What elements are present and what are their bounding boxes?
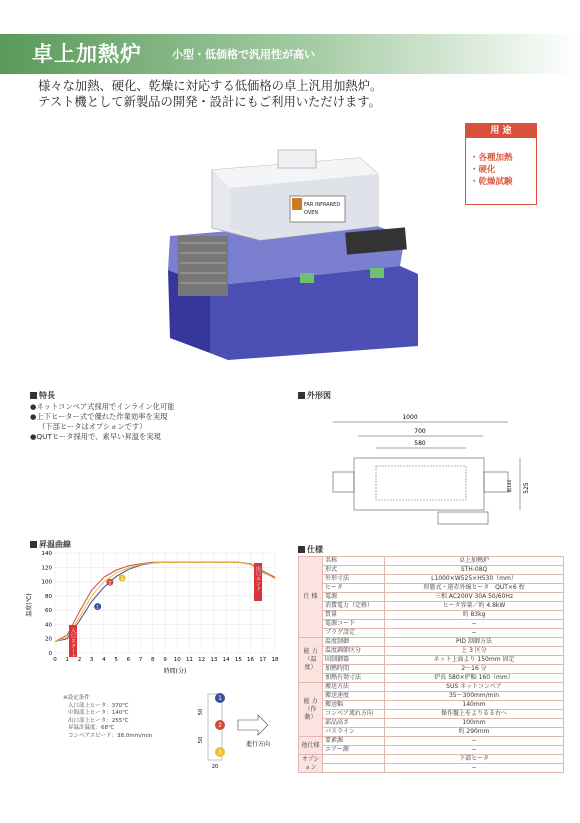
- direction-label: 進行方向: [246, 741, 271, 748]
- usage-heading: 用 途: [466, 124, 536, 138]
- spec-row: [299, 602, 564, 611]
- chart-heading: 昇温曲線: [30, 539, 71, 550]
- spec-value: 約 83kg: [385, 611, 564, 620]
- spec-name: 名称: [323, 557, 385, 566]
- spec-row: [299, 638, 564, 647]
- spec-value: ネット上面より 150mm 固定: [385, 656, 564, 665]
- usage-box: [465, 123, 537, 205]
- spec-value: 2〜16 分: [385, 665, 564, 674]
- spec-name: 外形寸法: [323, 575, 385, 584]
- spec-name: 形式: [323, 566, 385, 575]
- page-title: 卓上加熱炉: [32, 42, 142, 66]
- condition-line: コンベアスピード：38.0mm/min: [68, 732, 153, 739]
- spec-row: [299, 692, 564, 701]
- spec-value: SUS ネットコンベア: [385, 683, 564, 692]
- spec-name: [323, 755, 385, 764]
- spec-name: プラグ設定: [323, 629, 385, 638]
- dim-50a: 50: [198, 708, 204, 716]
- condition-line: ※設定条件: [63, 695, 90, 701]
- intro-text: [38, 78, 382, 110]
- spec-row: [299, 584, 564, 593]
- dim-50b: 50: [198, 736, 204, 744]
- spec-category: 他仕様: [299, 737, 323, 755]
- point-1-label: 1: [218, 695, 222, 702]
- x-tick-label: 14: [222, 657, 230, 663]
- series-marker-label: 2: [108, 581, 112, 587]
- spec-row: [299, 656, 564, 665]
- spec-category: オプション: [299, 755, 323, 773]
- point-2-label: 2: [218, 722, 222, 729]
- spec-name: 電源コード: [323, 620, 385, 629]
- x-tick-label: 9: [163, 657, 167, 663]
- spec-row: [299, 755, 564, 764]
- spec-row: [299, 566, 564, 575]
- usage-item: ・硬化: [470, 165, 496, 175]
- spec-name: 部品高さ: [323, 719, 385, 728]
- spec-value: 炉長 580×炉幅 160（mm）: [385, 674, 564, 683]
- x-tick-label: 4: [102, 657, 106, 663]
- spec-table: [298, 556, 564, 773]
- x-tick-label: 10: [173, 657, 181, 663]
- y-tick-label: 120: [41, 565, 52, 572]
- spec-name: 温度調節区分: [323, 647, 385, 656]
- spec-name: 温度制御: [323, 638, 385, 647]
- x-tick-label: 6: [126, 657, 131, 663]
- dim-height: 525: [523, 482, 530, 494]
- spec-row: [299, 611, 564, 620]
- spec-name: 搬送速度: [323, 692, 385, 701]
- spec-row: [299, 665, 564, 674]
- oven-label-line2: OVEN: [304, 210, 319, 216]
- spec-name: 質量: [323, 611, 385, 620]
- spec-name: パスライン: [323, 728, 385, 737]
- x-tick-label: 3: [89, 657, 94, 663]
- oven-photo: [150, 148, 420, 363]
- spec-value: 約 290mm: [385, 728, 564, 737]
- control-panel-outline: [438, 512, 488, 524]
- condition-line: 出口部上ヒータ：255℃: [68, 717, 129, 724]
- features-heading: 特長: [30, 390, 55, 401]
- dim-inner: 580: [414, 440, 426, 447]
- spec-row: [299, 683, 564, 692]
- spec-row: [299, 593, 564, 602]
- spec-name: 搬送方法: [323, 683, 385, 692]
- spec-value: −: [385, 737, 564, 746]
- spec-value: ヒータ容量／約 4.8kW: [385, 602, 564, 611]
- spec-category: 能 力（作 動）: [299, 683, 323, 737]
- usage-item: ・乾燥試験: [470, 177, 513, 187]
- series-marker-label: 1: [96, 605, 100, 611]
- y-tick-label: 100: [41, 579, 52, 586]
- spec-row: [299, 728, 564, 737]
- measurement-diagram: [180, 690, 280, 770]
- spec-row: [299, 629, 564, 638]
- x-tick-label: 13: [210, 657, 218, 663]
- status-window: [370, 268, 384, 278]
- dim-20: 20: [211, 764, 219, 770]
- spec-value: 35〜300mm/min: [385, 692, 564, 701]
- y-tick-label: 60: [45, 608, 52, 615]
- y-tick-label: 80: [45, 593, 52, 600]
- spec-value: 140mm: [385, 701, 564, 710]
- y-tick-label: 140: [41, 551, 52, 557]
- spec-value: −: [385, 620, 564, 629]
- spec-value: L1000×W525×H530（mm）: [385, 575, 564, 584]
- spec-name: 消費電力（定格）: [323, 602, 385, 611]
- spec-value: −: [385, 764, 564, 773]
- dimensions-heading: 外形図: [298, 390, 331, 401]
- spec-category: 能 力（温 度）: [299, 638, 323, 683]
- spec-row: [299, 701, 564, 710]
- spec-name: コンベア流れ方向: [323, 710, 385, 719]
- spec-value: PID 制御方法: [385, 638, 564, 647]
- condition-line: 昇温計温度：68℃: [68, 725, 115, 732]
- spec-name: 電源: [323, 593, 385, 602]
- x-tick-label: 16: [247, 657, 255, 663]
- feature-item: （下部ヒータはオプションです）: [38, 422, 147, 431]
- title-banner: [0, 34, 580, 74]
- usage-item: ・各種加熱: [470, 153, 513, 163]
- x-tick-label: 2: [77, 657, 82, 663]
- y-tick-label: 0: [48, 651, 52, 657]
- dimension-drawing: [298, 400, 538, 530]
- spec-name: 固制御器: [323, 656, 385, 665]
- spec-row: [299, 710, 564, 719]
- spec-row: [299, 719, 564, 728]
- direction-arrow-icon: [238, 715, 268, 735]
- feature-item: ●QUTヒータ採用で、素早い昇温を実現: [30, 432, 161, 441]
- point-3-label: 3: [218, 749, 222, 756]
- spec-value: 下部ヒータ: [385, 755, 564, 764]
- x-tick-label: 17: [259, 657, 267, 663]
- spec-row: [299, 746, 564, 755]
- x-tick-label: 8: [151, 657, 155, 663]
- spec-row: [299, 737, 564, 746]
- y-tick-label: 20: [45, 636, 52, 643]
- x-tick-label: 0: [53, 657, 57, 663]
- dim-side: 幅140: [508, 479, 513, 493]
- exit-annotation: 出口エンド: [255, 566, 261, 591]
- conditions-box: [63, 695, 152, 741]
- spec-category: 仕 様: [299, 557, 323, 638]
- conveyor-mesh: [178, 236, 228, 296]
- spec-value: 卓上加熱炉: [385, 557, 564, 566]
- spec-value: 100mm: [385, 719, 564, 728]
- spec-value: −: [385, 629, 564, 638]
- spec-name: 搬送幅: [323, 701, 385, 710]
- spec-name: 要素源: [323, 737, 385, 746]
- spec-value: 三相 AC200V 30A 50/60Hz: [385, 593, 564, 602]
- spec-name: 加熱有効寸法: [323, 674, 385, 683]
- features-list: [30, 402, 175, 442]
- chart-y-label: 温度(℃): [26, 593, 33, 617]
- spec-value: 形態式・遠赤外線ヒータ QUT×6 枚: [385, 584, 564, 593]
- spec-name: エアー源: [323, 746, 385, 755]
- oven-label-line1: FAR INFRARED: [304, 202, 341, 208]
- spec-name: [323, 764, 385, 773]
- heating-curve-chart: [25, 545, 287, 675]
- spec-value: STH-08Q: [385, 566, 564, 575]
- spec-value: −: [385, 746, 564, 755]
- dim-mid: 700: [414, 428, 426, 435]
- spec-value: 上 3 区分: [385, 647, 564, 656]
- spec-row: [299, 674, 564, 683]
- spec-value: 操作盤上をよりるる右へ: [385, 710, 564, 719]
- x-tick-label: 11: [185, 657, 193, 663]
- spec-row: [299, 647, 564, 656]
- spec-row: [299, 620, 564, 629]
- chart-x-label: 時間(分): [163, 668, 187, 675]
- x-tick-label: 12: [198, 657, 206, 663]
- x-tick-label: 5: [114, 657, 118, 663]
- intro-line: テスト機として新製品の開発・設計にもご利用いただけます。: [38, 95, 381, 109]
- spec-row: [299, 764, 564, 773]
- intro-line: 様々な加熱、硬化、乾燥に対応する低価格の卓上汎用加熱炉。: [38, 79, 383, 93]
- condition-line: 入口部上ヒータ：370℃: [68, 702, 129, 709]
- feature-item: ●ネットコンベア式採用でインライン化可能: [30, 402, 175, 411]
- series-marker-label: 3: [120, 577, 124, 582]
- exhaust-duct: [278, 150, 316, 168]
- x-tick-label: 7: [138, 657, 143, 663]
- status-window: [300, 273, 314, 283]
- spec-row: [299, 575, 564, 584]
- entry-annotation: 入口スタート: [70, 628, 76, 658]
- condition-line: 中間部上ヒータ：140℃: [68, 710, 129, 717]
- dim-total: 1000: [402, 414, 418, 421]
- y-tick-label: 40: [45, 622, 52, 629]
- x-tick-label: 15: [234, 657, 242, 663]
- x-tick-label: 18: [271, 657, 279, 663]
- x-tick-label: 1: [65, 657, 69, 663]
- feature-item: ●上下ヒーター式で優れた作業効率を実現: [30, 412, 168, 421]
- spec-name: ヒータ: [323, 584, 385, 593]
- spec-heading: 仕様: [298, 544, 323, 555]
- spec-row: [299, 557, 564, 566]
- page-subtitle: 小型・低価格で汎用性が高い: [172, 48, 315, 61]
- spec-name: 加熱時間: [323, 665, 385, 674]
